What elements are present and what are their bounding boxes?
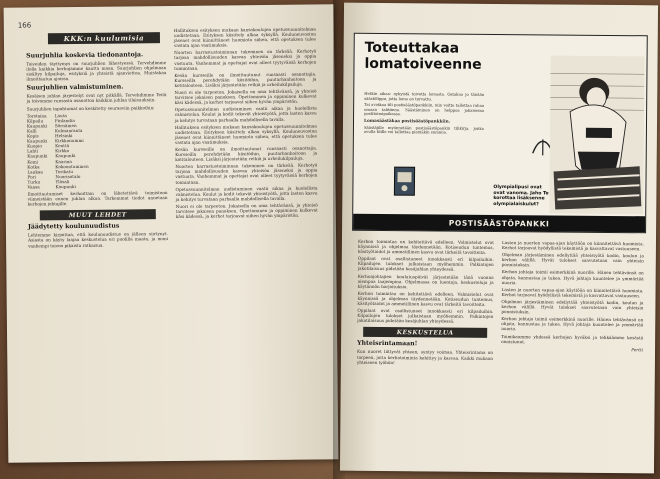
discussion-banner (363, 327, 487, 338)
author-signature: Pertti (631, 346, 644, 352)
list-key: Kilpailu (26, 118, 44, 124)
other-papers-banner (40, 210, 156, 221)
postisaastopankki-advertisement (352, 33, 648, 234)
heading-valmistuminen: Suurjuhlien valmistuminen. (26, 83, 124, 92)
list-key: Vaasa (27, 184, 40, 190)
list-key: Kotka (27, 163, 40, 170)
list-value: Torikatu (55, 168, 74, 174)
paragraph: Nuorten harrastustoiminnan tukeminen on tärkeää. Kerhotyö tarjoaa mahdollisuuden kasvaa yhteisön jäseneksi ja oppia vastuuta. Vanhemmat ja opettajat ovat olleet tyytyväisiä kerhojen toimintaan. (175, 162, 318, 185)
ad-headline: Toteuttakaa lomatoiveenne (364, 39, 482, 73)
discussion-banner-label: KESKUSTELUA (396, 328, 454, 337)
right-column-2 (501, 240, 644, 354)
list-key: Kaupunki (26, 123, 48, 129)
paragraph: Kerhonjohtajien koulutuspäivät järjestetään tänä vuonna aiempaa laajempina. Ohjelmassa on luentoja, keskusteluja ja käytännön harjoituksia. (357, 273, 494, 289)
paragraph: Kerhon toimintaa on kehitettävä edelleen. Valmistelut ovat käynnissä ja ohjelmaa täydennetään. Kotiseudun tuntemus, käsityötaidot ja ammatillinen kasvu ovat tärkeitä tavoitteita. (357, 290, 494, 307)
ad-paragraph: Tai avatkaa tili postisäästöpankkiin, niin voitte tallettaa rahaa omaan tahtiinne. Säästäminen on helppoa jokaisessa postitoimipaikassa. (364, 102, 485, 117)
list-value: Kirkkonummi (54, 138, 84, 144)
paragraph: Toimikaamme yhdessä kerhojen hyväksi ja tehkäämme kesästä onnistunut. (501, 333, 644, 344)
page-number-left: 166 (17, 21, 32, 30)
ad-paragraph: Säästäjille myönnetään postisäästöpankin tilikirja, jonka avulla tilille voi tallettaa pieniäkin summia. (363, 124, 484, 135)
list-key: Kopis (26, 133, 39, 139)
list-key: Torstaina (26, 112, 47, 119)
sunbathing-woman-illustration (549, 55, 644, 214)
kerho-news-banner-label: KKK:n kuulumisia (63, 33, 145, 44)
paragraph: Hallituksen esityksen mukaan kansakoulujen opetussuunnitelmaa uudistetaan. Esityksen käsittely alkaa syksyllä. Kouluneuvoston jäsenet ovat kiinnittäneet huomiota siihen, että opetuksen tulee vastata ajan vaatimuksia. (174, 123, 318, 145)
bank-name: POSTISÄÄSTÖPANKKI (448, 218, 550, 228)
list-value: Nuorisotalo (55, 173, 81, 179)
paragraph: Nuorten harrastustoiminnan tukeminen on tärkeää. Kerhotyö tarjoaa mahdollisuuden kasvaa yhteisön jäseneksi ja oppia vastuuta. Vanhemmat ja opettajat ovat olleet tyytyväisiä kerhojen toimintaan. (174, 48, 317, 71)
right-page (340, 3, 658, 474)
right-column-1 (357, 239, 494, 368)
list-key: Kemi (27, 158, 39, 165)
paragraph: Nuori ei ole tarpeeton. Jokaisella on oma tehtävänsä, ja yhteisö tarvitsee jokaisen panoksen. Opettaminen ja oppiminen kulkevat käsi kädessä, ja kerhot tarjoavat siihen hyvän ympäristön. (175, 202, 318, 220)
list-value: Kirkko (55, 148, 70, 154)
other-papers-banner-label: MUUT LEHDET (68, 211, 127, 219)
list-value: Kokoontuminen (55, 163, 89, 169)
paragraph: Lasten ja nuorten vapaa-ajan käyttöön on kiinnitettävä huomiota. Kerhot tarjoavat hyödyllistä tekemistä ja kasvattavat vastuuseen. (501, 240, 644, 252)
paragraph: Ohjelman järjestäminen edellyttää yhteistyötä kodin, koulun ja kerhon välillä. Hyvät tulokset saavutetaan vain yhteisin ponnistuksin. (501, 298, 644, 315)
paragraph: Kerhon toimintaa on kehitettävä edelleen. Valmistelut ovat käynnissä ja ohjelmaa täydennetään. Kotiseudun tuntemus, käsityötaidot ja ammatillinen kasvu ovat tärkeitä tavoitteita. (357, 238, 494, 256)
paragraph: Kesän kursseille on ilmoittautunut runsaasti osanottajia. Kursseilla perehdytään käsitöihin, puutarhanhoitoon ja kotitalouteen. Lisäksi järjestetään retkiä ja urheilukilpailuja. (175, 145, 318, 163)
savings-book-illustration (393, 166, 415, 196)
paragraph: Oppilaat ovat osallistuneet innokkaasti eri kilpailuihin. Kilpailujen tulokset julkaistaan myöhemmin. Palkintojen jakotilaisuus pidetään kesäjuhlan yhteydessä. (357, 307, 494, 324)
list-value: Yläsali (55, 178, 70, 185)
list-value: Helsinki (54, 133, 73, 139)
heading-yhteisrintamaan: Yhteisrintamaan! (357, 340, 418, 348)
paragraph: Oppilaat ovat osallistuneet innokkaasti eri kilpailuihin. Kilpailujen tulokset julkaistaan myöhemmin. Palkintojen jakotilaisuus pidetään kesäjuhlan yhteydessä. (357, 256, 494, 273)
list-value: Finlandia (54, 117, 75, 123)
list-value: Kenttä (55, 143, 70, 149)
list-key: Kalli (26, 128, 37, 134)
ad-bold-line: Lomasäästäkaa postisäästöpankkiin. (364, 117, 451, 124)
left-column-1 (26, 48, 168, 250)
list-value: Kaarina (55, 158, 72, 164)
list-key: Kaupunki (26, 138, 48, 144)
list-value: Kulmanranta (54, 127, 83, 134)
paragraph: Lehtemme kirjoittaa, että koulunuudistus on jälleen siirtynyt. Asiasta on käyty laajaa keskustelua eri puolilla maata, ja moni vanhempi toivoo pikaista ratkaisua. (27, 231, 169, 249)
paragraph: Opetussuunnitelman uudistaminen vaatii aikaa ja huolellista valmistelua. Koulut ja kodit tekevät yhteistyötä, jotta lasten kasvu ja kehitys turvataan parhaalla mahdollisella tavalla. (175, 185, 318, 202)
postisaastopankki-logo-bar (353, 214, 645, 233)
ad-paragraph: Hetkin aikaa: nykyistä toivetta lomasta. Ostakaa jo tänään säästölippu, jotta loma on turvattu. (364, 90, 485, 102)
paragraph: Opetussuunnitelman uudistaminen vaatii aikaa ja huolellista valmistelua. Koulut ja kodit tekevät yhteistyötä, jotta lasten kasvu ja kehitys turvataan parhaalla mahdollisella tavalla. (174, 105, 317, 123)
list-key: Laukaa (27, 169, 43, 175)
paragraph: Ilmoittautumiset kerhoittain on lähetettävä toimistoon viimeistään ennen juhlan alkua. Tarkemmat tiedot annetaan kerhojen johtajille. (27, 190, 168, 207)
paragraph: Lasten ja nuorten vapaa-ajan käyttöön on kiinnitettävä huomiota. Kerhot tarjoavat hyödyllistä tekemistä ja kasvattavat vastuuseen. (501, 286, 644, 299)
list-key: Kaupunki (27, 153, 48, 159)
paragraph: Kesän kursseille on ilmoittautunut runsaasti osanottajia. Kursseilla perehdytään käsitöihin, puutarhanhoitoon ja kotitalouteen. Lisäksi järjestetään retkiä ja urheilukilpailuja. (174, 71, 317, 88)
list-key: Kuopio (27, 143, 42, 149)
paragraph: Ohjelman järjestäminen edellyttää yhteistyötä kodin, koulun ja kerhon välillä. Hyvät tulokset saavutetaan vain yhteisin ponnistuksin. (501, 252, 644, 268)
list-key: Turku (27, 179, 41, 185)
paragraph: Hallituksen esityksen mukaan kansakoulujen opetussuunnitelmaa uudistetaan. Esityksen käsittely alkaa syksyllä. Kouluneuvoston jäsenet ovat kiinnittäneet huomiota siihen, että opetuksen tulee vastata ajan vaatimuksia. (173, 26, 316, 49)
list-value: Kaupunki (55, 183, 76, 190)
left-column-2 (174, 26, 318, 221)
paragraph: Kerhon johtaja toimii esimerkkinä nuorille. Hänen tehtävänsä on ohjata, kannustaa ja tukea. Hyvä johtaja kuuntelee ja ymmärtää nuoria. (501, 316, 644, 332)
list-value: Lauta (54, 112, 67, 118)
location-list (27, 112, 168, 190)
left-page (4, 4, 339, 462)
list-key: Pori (27, 174, 36, 180)
list-value: Kaupunki (55, 153, 76, 159)
paragraph: Kesäisen juhlan järjestelyt ovat nyt pitkällä. Tervehdimme Teitä ja toivomme runsasta osanottoa kaikkiin juhlan tilaisuuksiin. (26, 92, 167, 104)
paragraph: Toiveiden täyttymys on suurjuhlien lähestyessä. Tervehdimme ilolla kaikkia kerhojamme kautta maan. Suurjuhlien ohjelmaan sisältyy kilpailuja, esityksiä ja yhteistä ajanviettoa. Muistakaa ilmoittautua ajoissa. (26, 60, 167, 82)
paragraph: Nuori ei ole tarpeeton. Jokaisella on oma tehtävänsä, ja yhteisö tarvitsee jokaisen panoksen. Opettaminen ja oppiminen kulkevat käsi kädessä, ja kerhot tarjoavat siihen hyvän ympäristön. (174, 88, 317, 106)
ad-question: Olympialipusi ovat ovat vanoma. Jaho Te korottaa lisäksenne olympialaiskulut? (493, 184, 549, 208)
paragraph: Suurjuhlien tapahtumat on keskitetty seuraaviin paikkoihin: (26, 104, 155, 112)
kerho-news-banner (48, 32, 160, 44)
ad-body (364, 92, 484, 138)
paragraph: Kerhon johtaja toimii esimerkkinä nuorille. Hänen tehtävänsä on ohjata, kannustaa ja tukea. Hyvä johtaja kuuntelee ja ymmärtää nuoria. (501, 269, 644, 285)
list-key: Lahti (27, 148, 39, 154)
paragraph: Kun nuoret liittyvät yhteen, syntyy voimaa. Yhteisrintama on tarpeen, jotta kerhotoiminta kehittyy ja kasvaa. Kaikki mukaan yhteiseen työhön! (356, 349, 494, 365)
list-value: Sörnäinen (54, 122, 77, 129)
heading-koulunuudistus: Jäädytetty koulunuudistus (27, 222, 120, 231)
heading-suurjuhlat: Suurjuhlia koskevia tiedonantoja. (26, 51, 144, 60)
